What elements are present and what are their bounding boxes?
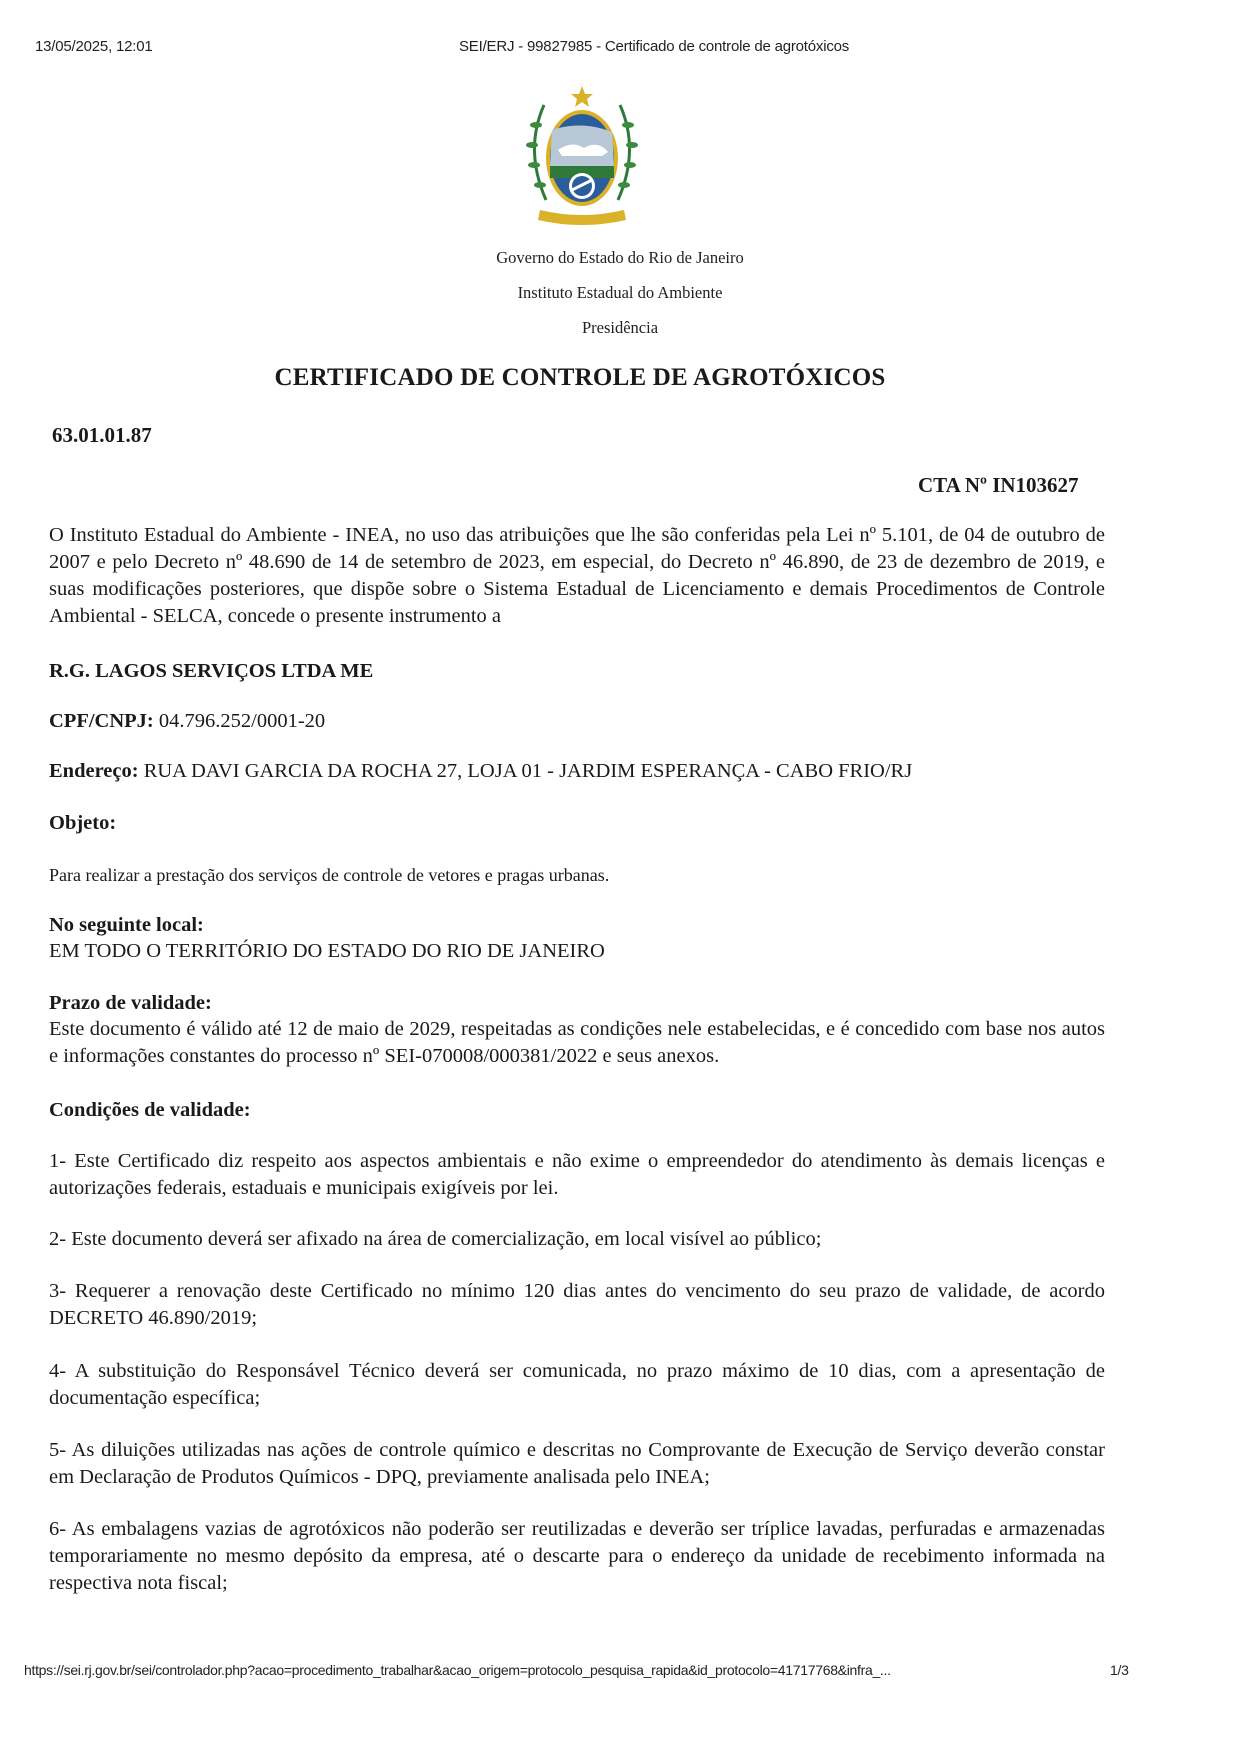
cnpj-value: 04.796.252/0001-20 bbox=[158, 710, 326, 732]
print-page-title: SEI/ERJ - 99827985 - Certificado de controle de agrotóxicos bbox=[459, 38, 850, 55]
condition-item: 1- Este Certificado diz respeito aos aspectos ambientais e não exime o empreendedor do atendimento às demais licenças e autorizações federais, estaduais e municipais exigíveis por lei. bbox=[49, 1150, 1105, 1199]
conditions-label: Condições de validade: bbox=[49, 1099, 251, 1121]
location-value: EM TODO O TERRITÓRIO DO ESTADO DO RIO DE JANEIRO bbox=[49, 940, 605, 962]
rio-de-janeiro-coat-of-arms-icon bbox=[522, 70, 642, 230]
document-title: CERTIFICADO DE CONTROLE DE AGROTÓXICOS bbox=[274, 364, 886, 391]
preamble-paragraph: O Instituto Estadual do Ambiente - INEA, no uso das atribuições que lhe são conferidas pela Lei nº 5.101, de 04 de outubro de 2007 e pelo Decreto nº 48.690 de 14 de setembro de 2023, em especial, do Decreto nº 46.890, de 23 de dezembro de 2019, e suas modificações posteriores, que dispõe sobre o Sistema Estadual de Licenciamento e demais Procedimentos de Controle Ambiental - SELCA, concede o presente instrumento a bbox=[49, 524, 1105, 627]
print-page-number: 1/3 bbox=[1110, 1662, 1129, 1678]
condition-item: 5- As diluições utilizadas nas ações de controle químico e descritas no Comprovante de Execução de Serviço deverão constar em Declaração de Produtos Químicos - DPQ, previamente analisada pelo INEA; bbox=[49, 1439, 1105, 1488]
print-datetime: 13/05/2025, 12:01 bbox=[35, 38, 153, 55]
object-label: Objeto: bbox=[49, 812, 117, 834]
object-value: Para realizar a prestação dos serviços de controle de vetores e pragas urbanas. bbox=[49, 865, 610, 885]
cta-number: CTA Nº IN103627 bbox=[918, 473, 1079, 497]
address-value: RUA DAVI GARCIA DA ROCHA 27, LOJA 01 - JARDIM ESPERANÇA - CABO FRIO/RJ bbox=[143, 760, 913, 782]
company-name: R.G. LAGOS SERVIÇOS LTDA ME bbox=[49, 660, 374, 682]
condition-item: 2- Este documento deverá ser afixado na área de comercialização, em local visível ao público; bbox=[49, 1228, 822, 1250]
address-row bbox=[49, 758, 1105, 785]
print-url: https://sei.rj.gov.br/sei/controlador.php?acao=procedimento_trabalhar&acao_origem=protocolo_pesquisa_rapida&id_protocolo=41717768&infra_... bbox=[24, 1662, 891, 1678]
validity-label: Prazo de validade: bbox=[49, 992, 212, 1014]
org-government: Governo do Estado do Rio de Janeiro bbox=[496, 248, 744, 267]
address-label: Endereço: bbox=[49, 760, 139, 782]
cnpj-row bbox=[49, 708, 1105, 735]
location-label: No seguinte local: bbox=[49, 914, 204, 936]
condition-item: 4- A substituição do Responsável Técnico deverá ser comunicada, no prazo máximo de 10 dias, com a apresentação de documentação específica; bbox=[49, 1360, 1105, 1409]
validity-value: Este documento é válido até 12 de maio de 2029, respeitadas as condições nele estabelecidas, e é concedido com base nos autos e informações constantes do processo nº SEI-070008/000381/2022 e seus anexos. bbox=[49, 1018, 1105, 1067]
cnpj-label: CPF/CNPJ: bbox=[49, 710, 154, 732]
org-department: Presidência bbox=[581, 318, 659, 337]
condition-item: 6- As embalagens vazias de agrotóxicos não poderão ser reutilizadas e deverão ser tríplice lavadas, perfuradas e armazenadas temporariamente no mesmo depósito da empresa, até o descarte para o endereço da unidade de recebimento informada na respectiva nota fiscal; bbox=[49, 1518, 1105, 1594]
org-institute: Instituto Estadual do Ambiente bbox=[517, 283, 723, 302]
document-code: 63.01.01.87 bbox=[52, 423, 152, 447]
condition-item: 3- Requerer a renovação deste Certificado no mínimo 120 dias antes do vencimento do seu prazo de validade, de acordo DECRETO 46.890/2019; bbox=[49, 1280, 1105, 1329]
